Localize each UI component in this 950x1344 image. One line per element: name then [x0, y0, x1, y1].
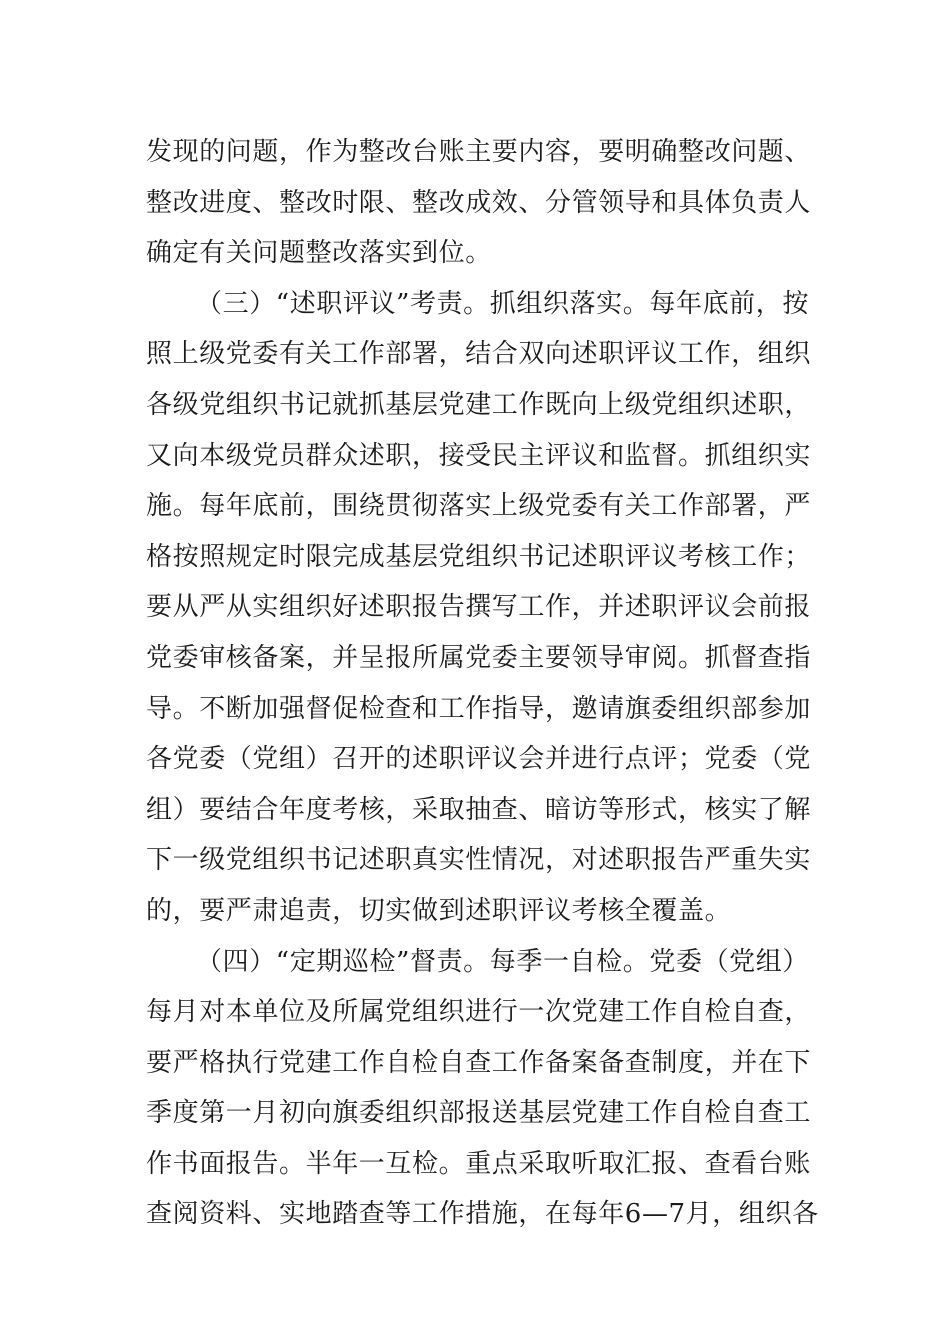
text-line: 又向本级党员群众述职，接受民主评议和监督。抓组织实 [146, 440, 812, 471]
text-line: 的，要严肃追责，切实做到述职评议考核全覆盖。 [146, 895, 732, 926]
text-line: 作书面报告。半年一互检。重点采取听取汇报、查看台账 [146, 1148, 812, 1179]
text-line: （三）“述职评议”考责。抓组织落实。每年底前，按 [196, 288, 809, 319]
text-line: 季度第一月初向旗委组织部报送基层党建工作自检自查工 [146, 1098, 812, 1129]
text-line: 下一级党组织书记述职真实性情况，对述职报告严重失实 [146, 845, 812, 876]
text-line: 各级党组织书记就抓基层党建工作既向上级党组织述职， [146, 389, 812, 420]
text-line: 查阅资料、实地踏查等工作措施，在每年6—7月，组织各 [146, 1199, 819, 1230]
text-line: 导。不断加强督促检查和工作指导，邀请旗委组织部参加 [146, 693, 812, 724]
body-text [146, 127, 819, 1240]
text-line: 各党委（党组）召开的述职评议会并进行点评；党委（党 [146, 744, 812, 775]
text-line: （四）“定期巡检”督责。每季一自检。党委（党组） [196, 946, 809, 977]
text-line: 照上级党委有关工作部署，结合双向述职评议工作，组织 [146, 339, 812, 370]
text-line: 党委审核备案，并呈报所属党委主要领导审阅。抓督查指 [146, 642, 812, 673]
text-line: 确定有关问题整改落实到位。 [146, 238, 492, 269]
text-line: 格按照规定时限完成基层党组织书记述职评议考核工作； [146, 541, 812, 572]
text-line: 每月对本单位及所属党组织进行一次党建工作自检自查， [146, 997, 812, 1028]
text-line: 发现的问题，作为整改台账主要内容，要明确整改问题、 [146, 137, 812, 167]
text-line: 整改进度、整改时限、整改成效、分管领导和具体负责人 [146, 187, 812, 218]
text-line: 组）要结合年度考核，采取抽查、暗访等形式，核实了解 [146, 794, 812, 825]
text-line: 要从严从实组织好述职报告撰写工作，并述职评议会前报 [146, 592, 812, 623]
text-line: 施。每年底前，围绕贯彻落实上级党委有关工作部署，严 [146, 491, 812, 522]
text-line: 要严格执行党建工作自检自查工作备案备查制度，并在下 [146, 1047, 812, 1078]
